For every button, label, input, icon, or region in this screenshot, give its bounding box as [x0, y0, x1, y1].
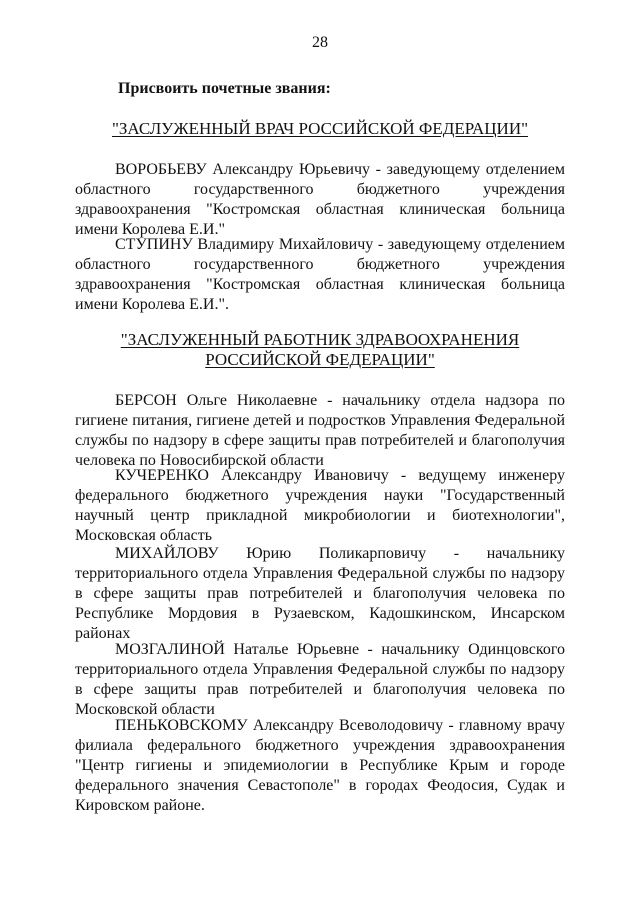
award-entry: МИХАЙЛОВУ Юрию Поликарповичу - начальнику территориального отдела Управления Федеральной службы по надзору в сфере защиты прав потребителей и благополучия человека по Республике Мордовия в Рузаевском, Кадошкинском, Инсарском районах — [75, 545, 565, 642]
section-title-honored-health-worker: "ЗАСЛУЖЕННЫЙ РАБОТНИК ЗДРАВООХРАНЕНИЯ РОССИЙСКОЙ ФЕДЕРАЦИИ" — [120, 330, 520, 369]
award-entry: СТУПИНУ Владимиру Михайловичу - заведующему отделением областного государственного бюджетного учреждения здравоохранения "Костромская областная клиническая больница имени Королева Е.И.". — [75, 236, 565, 313]
award-entry: МОЗГАЛИНОЙ Наталье Юрьевне - начальнику Одинцовского территориального отдела Управления Федеральной службы по надзору в сфере защиты прав потребителей и благополучия человека по Московской области — [75, 641, 565, 718]
award-entry: ВОРОБЬЕВУ Александру Юрьевичу - заведующему отделением областного государственного бюджетного учреждения здравоохранения "Костромская областная клиническая больница имени Королева Е.И." — [75, 161, 565, 238]
award-entry: КУЧЕРЕНКО Александру Ивановичу - ведущему инженеру федерального бюджетного учреждения науки "Государственный научный центр прикладной микробиологии и биотехнологии", Московская область — [75, 467, 565, 544]
award-entry: БЕРСОН Ольге Николаевне - начальнику отдела надзора по гигиене питания, гигиене детей и подростков Управления Федеральной службы по надзору в сфере защиты прав потребителей и благополучия человека по Новосибирской области — [75, 392, 565, 469]
award-entry: ПЕНЬКОВСКОМУ Александру Всеволодовичу - главному врачу филиала федерального бюджетного учреждения здравоохранения "Центр гигиены и эпидемиологии в Республике Крым и городе федерального значения Севастополе" в городах Феодосия, Судак и Кировском районе. — [75, 717, 565, 814]
document-heading: Присвоить почетные звания: — [118, 80, 331, 97]
section-title-honored-doctor: "ЗАСЛУЖЕННЫЙ ВРАЧ РОССИЙСКОЙ ФЕДЕРАЦИИ" — [111, 119, 529, 138]
page-number: 28 — [312, 34, 328, 51]
